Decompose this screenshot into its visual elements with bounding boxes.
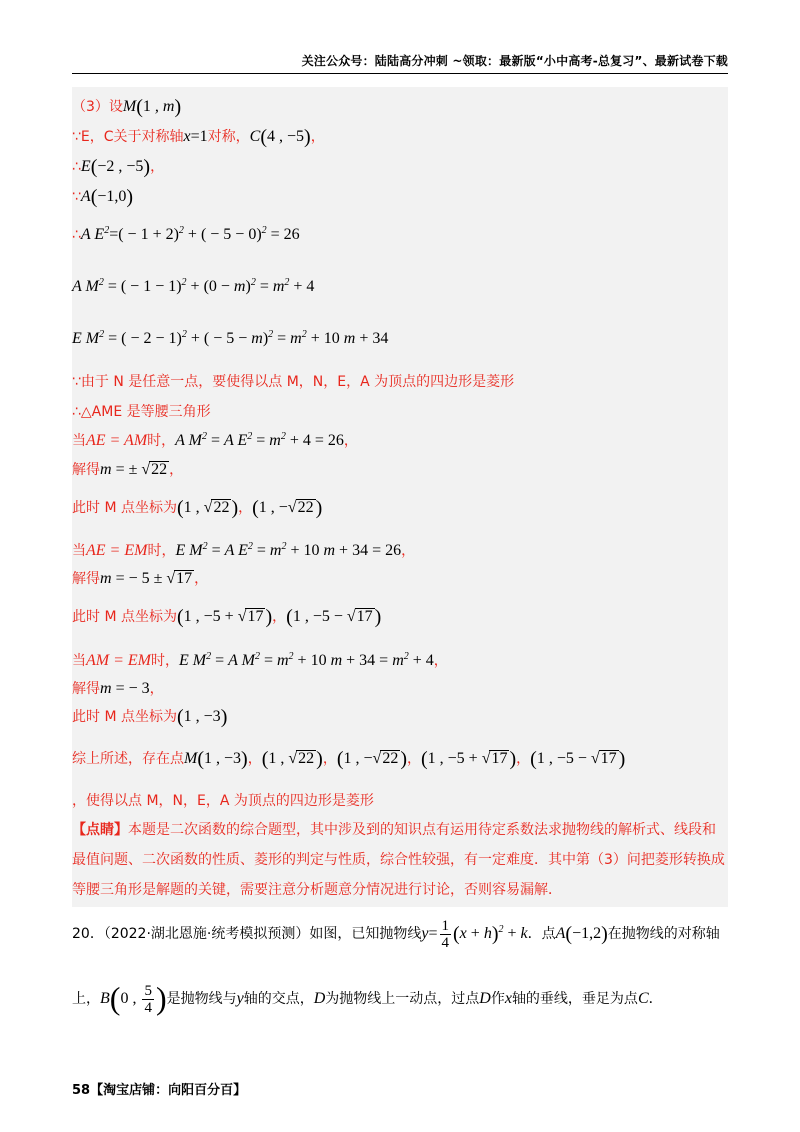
header-rule: [72, 73, 728, 74]
case-3-condition: 当AM = EM时，E $M^2 = A$ $M^2 = m^2 + 10$ $m + 34 = m^2 + 4$，: [72, 651, 448, 669]
summary-line: 综上所述，存在点M(1 , −3)，(1 , √22 )，(1 , −√22 )，(1 , −5 + √17 )，(1 , −5 − √17 ): [72, 748, 626, 770]
solution-line-3: ∴E(−2 , −5)，: [72, 156, 165, 178]
page-footer: 58【淘宝店铺：向阳百分百】: [72, 1083, 247, 1098]
solution-line-8: ∵由于 N 是任意一点，要使得以点 M，N，E，A 为顶点的四边形是菱形: [72, 374, 515, 390]
case-2-coords: 此时 M 点坐标为(1 , −5 + √17 )，(1 , −5 − √17 ): [72, 606, 382, 628]
case-2-solution: 解得m = − 5 ± √17 ，: [72, 570, 209, 587]
question-20-line-1: 20．（2022·湖北恩施·统考模拟预测）如图，已知抛物线y= $\frac{1}{4}$ $(x + h)^2 + k$．点A(−1,2)在抛物线的对称轴: [72, 918, 720, 951]
case-2-condition: 当AE = EM时，E $M^2 = A$ $E^2 = m^2 + 10$ m + 34 = 26，: [72, 541, 416, 559]
page-header: 关注公众号：陆陆高分冲刺 ~领取：最新版“小中高考-总复习”、最新试卷下载: [301, 54, 728, 68]
solution-line-7: E $M^2$ = ( − 2 − 1)$^2$ + ( − $5 - m)^2 = m^2 + 10$ m + 34: [72, 329, 389, 347]
solution-line-4: ∵A(−1,0): [72, 186, 134, 208]
summary-tail: ，使得以点 M，N，E，A 为顶点的四边形是菱形: [72, 793, 374, 809]
case-1-solution: 解得m = ± √22 ，: [72, 461, 184, 478]
question-20-line-2: 上，B(0 , $\frac{5}{4}$ )是抛物线与y轴的交点，D为抛物线上一动点，过点D作x轴的垂线，垂足为点C．: [72, 980, 663, 1016]
solution-line-5: ∴A $E^2=( - 1 + 2)^2$ + ( − 5 − 0)$^2$ = 26: [72, 225, 300, 243]
comment-paragraph: [72, 815, 728, 905]
solution-line-9: ∴△AME 是等腰三角形: [72, 404, 211, 420]
solution-line-6: A $M^2$ = ( − $1 - 1)^2 + (0 - m)^2 = m^2 + 4$: [72, 277, 315, 295]
comment-text: 本题是二次函数的综合题型，其中涉及到的知识点有运用待定系数法求抛物线的解析式、线段和最值问题、二次函数的性质、菱形的判定与性质，综合性较强，有一定难度．其中第（3）问把菱形转换成等腰三角形是解题的关键，需要注意分析题意分情况进行讨论，否则容易漏解．: [72, 822, 725, 898]
solution-line-2: ∵E，C关于对称轴x=1对称，C(4 , −5)，: [72, 126, 325, 148]
case-1-condition: 当AE = AM时，A $M^2 = A$ $E^2 = m^2 + 4 = 26$，: [72, 431, 358, 449]
case-3-coords: 此时 M 点坐标为(1 , −3): [72, 706, 228, 728]
comment-tag: 【点睛】: [72, 822, 128, 838]
solution-line-1: （3）设M(1 , m): [72, 96, 182, 118]
case-1-coords: 此时 M 点坐标为(1 , √22 )，(1 , −√22 ): [72, 497, 323, 519]
case-3-solution: 解得m = − 3，: [72, 680, 164, 697]
